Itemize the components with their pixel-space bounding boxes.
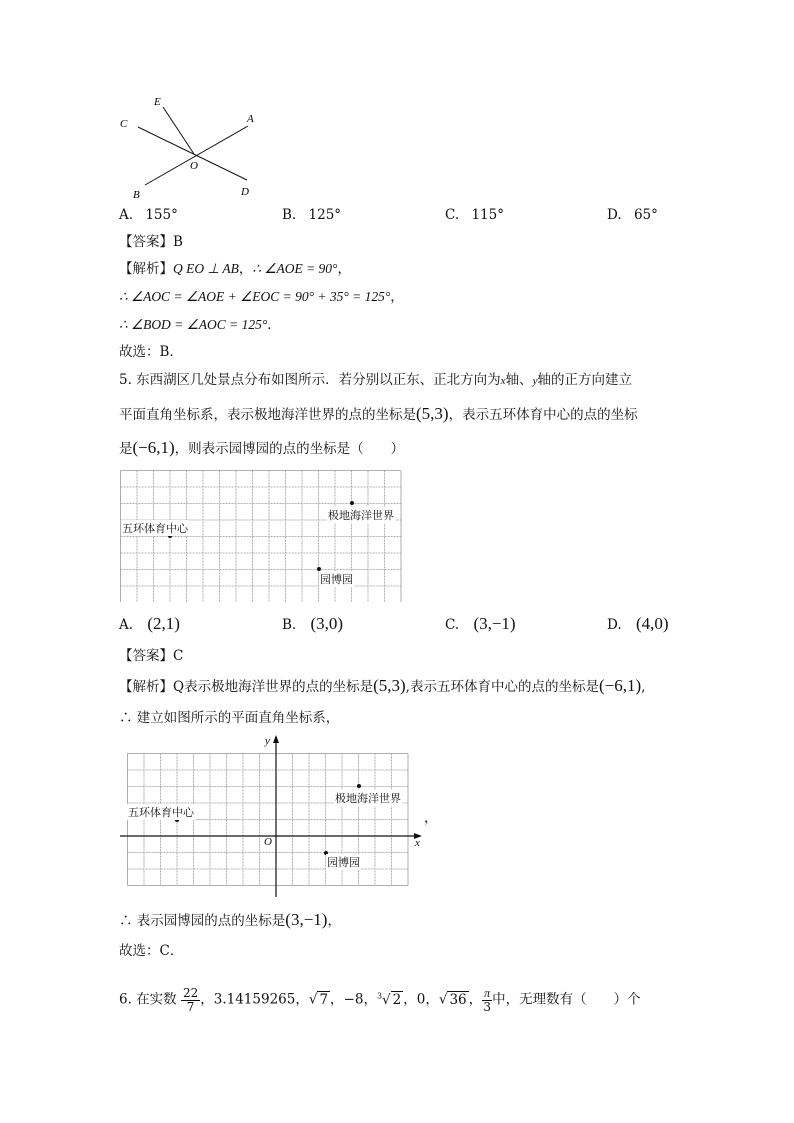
coord-polar: (5,3) [416, 404, 449, 423]
q5-conclusion [119, 910, 341, 931]
separator: ． [267, 317, 281, 333]
stem-text: 6. 在实数 [119, 991, 177, 1008]
conclusion-text: ， [327, 913, 341, 929]
separator: ， [337, 261, 351, 277]
label-c: C [120, 118, 128, 130]
stem-text: ， [468, 991, 483, 1008]
grid-lines [120, 470, 405, 602]
option-value: (4,0) [635, 614, 669, 633]
option-value: (2,1) [147, 614, 180, 633]
q4-option-d [607, 205, 658, 225]
coord-wuhuan: (−6,1) [598, 676, 642, 695]
q4-option-b [282, 205, 341, 225]
math-result: ∴ ∠AOE = 90° [252, 261, 338, 276]
label-polar: 极地海洋世界 [335, 792, 401, 805]
analysis-text: ,表示五环体育中心的点的坐标是 [405, 679, 599, 695]
axis-label-x: x [415, 837, 420, 849]
denominator: 7 [186, 999, 195, 1014]
stem-text: ，0， [403, 991, 439, 1008]
coord-wuhuan: (−6,1) [132, 438, 175, 457]
q5-option-a [119, 614, 180, 635]
label-yuanbo: 园博园 [320, 573, 353, 586]
root-index: 3 [376, 991, 383, 1000]
option-value: 65° [633, 207, 658, 223]
line-co-d [138, 127, 247, 180]
stem-text: 轴的正方向建立 [537, 372, 632, 388]
math-equation: ∴ ∠AOC = ∠AOE + ∠EOC = 90° + 35° = 125° [119, 289, 391, 304]
conclusion-text: ∴ 表示园博园的点的坐标是 [119, 913, 286, 929]
label-a: A [247, 113, 254, 125]
radicand: 7 [319, 991, 329, 1008]
analysis-tag: 【解析】 [119, 261, 173, 277]
angle-figure [110, 90, 280, 202]
figure-trailing-comma: ， [424, 810, 438, 826]
q6-stem [119, 978, 641, 1018]
stem-text: 平面直角坐标系，表示极地海洋世界的点的坐标是 [119, 407, 416, 423]
stem-text: 中，无理数有（ ）个 [492, 991, 641, 1008]
q5-stem-line2 [119, 404, 638, 425]
q4-analysis-line2 [119, 287, 404, 307]
math-condition: Q EO ⊥ AB [173, 261, 239, 276]
line-b-o-a [145, 126, 248, 185]
var-x: x [500, 375, 506, 387]
q5-stem-line3 [119, 438, 404, 459]
q5-option-c [445, 614, 516, 635]
radicand: 36 [449, 991, 467, 1008]
coord-polar: (5,3) [373, 676, 406, 695]
fraction-pi-3 [482, 987, 492, 1014]
numerator: 22 [182, 985, 199, 1000]
coord-yuanbo: (3,−1) [285, 910, 328, 929]
label-polar: 极地海洋世界 [328, 509, 394, 522]
sqrt-36: √ 36 [438, 991, 467, 1008]
q5-coordinate-figure [120, 735, 430, 897]
option-letter: D. [607, 617, 622, 633]
q4-option-c [445, 205, 504, 225]
label-wuhuan: 五环体育中心 [122, 522, 188, 535]
q4-analysis-line1 [119, 259, 351, 279]
cube-root-2: $^3$√ 2 [376, 991, 402, 1008]
analysis-text: 【解析】Q表示极地海洋世界的点的坐标是 [119, 679, 374, 695]
sqrt-7: √ 7 [308, 991, 329, 1008]
option-value: 115° [471, 207, 504, 223]
analysis-text: , [641, 679, 646, 695]
origin-label: O [264, 836, 272, 848]
radicand: 2 [392, 991, 402, 1008]
option-letter: B. [282, 617, 297, 633]
var-y: y [532, 375, 538, 387]
stem-text: 5. 东西湖区几处景点分布如图所示．若分别以正东、正北方向为 [119, 372, 501, 388]
stem-text: ，−8， [330, 991, 377, 1008]
q4-analysis-line3 [119, 315, 281, 335]
q5-option-b [282, 614, 343, 635]
label-d: D [241, 186, 249, 198]
stem-text: 轴、 [505, 372, 533, 388]
q5-analysis-line2: ∴ 建立如图所示的平面直角坐标系， [119, 710, 340, 726]
option-value: 125° [308, 207, 342, 223]
denominator: 3 [483, 999, 491, 1014]
option-value: (3,0) [310, 614, 344, 633]
numerator: π [484, 985, 491, 1000]
q4-answer: 【答案】B [119, 234, 183, 250]
y-axis-arrow [273, 735, 279, 743]
label-wuhuan: 五环体育中心 [128, 806, 194, 819]
q4-option-a [119, 205, 178, 225]
option-value: 155° [145, 207, 178, 223]
stem-text: ，3.14159265， [200, 991, 309, 1008]
option-letter: A. [119, 617, 134, 633]
fraction-22-7 [181, 987, 200, 1014]
label-e: E [154, 96, 161, 108]
label-yuanbo: 园博园 [327, 856, 360, 869]
option-letter: C. [445, 207, 460, 223]
point-polar [357, 784, 361, 788]
q4-choose: 故选：B． [119, 344, 183, 360]
stem-text: 是 [119, 441, 133, 457]
option-value: (3,−1) [473, 614, 516, 633]
q5-answer: 【答案】C [119, 648, 184, 664]
axis-label-y: y [265, 735, 270, 747]
option-letter: C. [445, 617, 460, 633]
stem-text: ，则表示园博园的点的坐标是（ ） [174, 441, 405, 457]
label-o: O [190, 160, 198, 172]
option-letter: D. [607, 207, 622, 223]
q5-grid-figure [120, 470, 405, 602]
label-b: B [133, 189, 140, 201]
math-equation: ∴ ∠BOD = ∠AOC = 125° [119, 317, 268, 332]
q5-option-d [607, 614, 669, 635]
q5-stem-line1 [119, 370, 632, 391]
option-letter: B. [282, 207, 297, 223]
separator: ， [238, 261, 253, 277]
option-letter: A. [119, 207, 134, 223]
stem-text: ，表示五环体育中心的点的坐标 [448, 407, 638, 423]
q5-analysis-line1 [119, 676, 645, 697]
point-polar [350, 501, 354, 505]
separator: ， [390, 289, 404, 305]
q5-choose: 故选：C． [119, 943, 184, 959]
